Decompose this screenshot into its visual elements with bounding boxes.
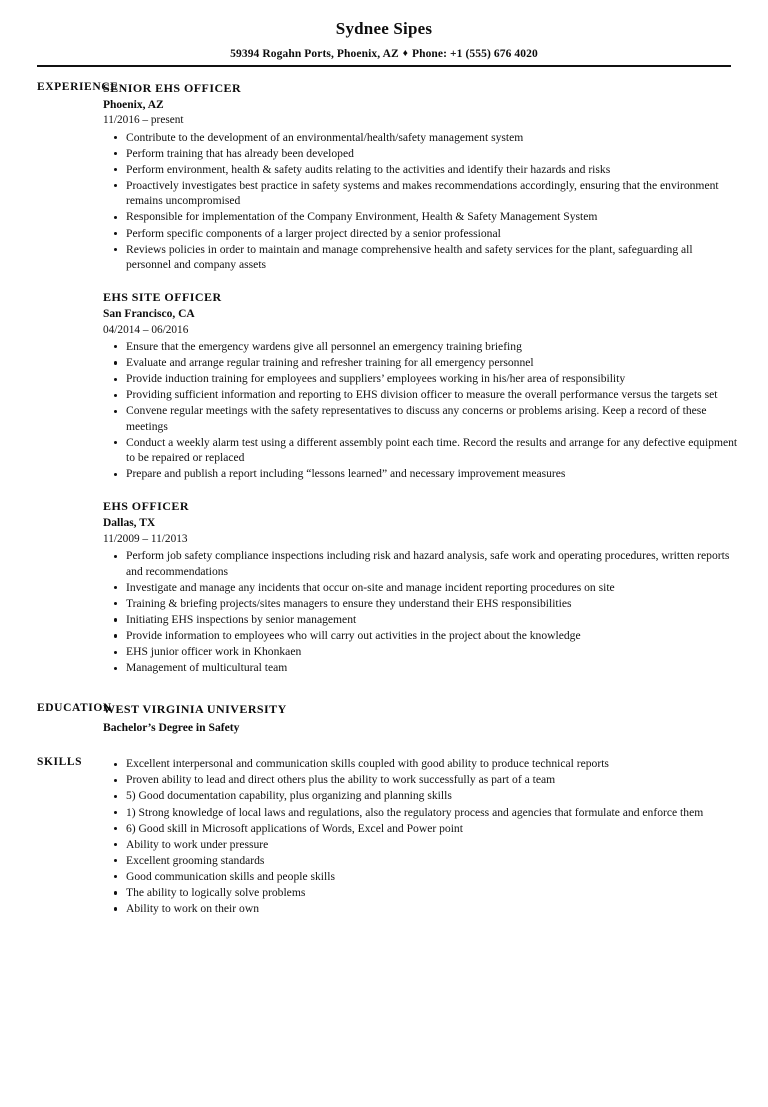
job-bullet: Prepare and publish a report including “lessons learned” and necessary improvement measures <box>112 466 738 482</box>
education-entry <box>103 702 738 735</box>
experience-entry <box>103 499 738 676</box>
skill-bullet: Proven ability to lead and direct others plus the ability to work successfully as part of a team <box>112 772 742 788</box>
education-degree: Bachelor’s Degree in Safety <box>103 721 240 735</box>
resume-header <box>0 0 768 60</box>
job-bullet-list <box>103 548 738 676</box>
skills-bullet-list <box>103 756 742 916</box>
job-bullet: Perform training that has already been developed <box>112 146 738 162</box>
skill-bullet: The ability to logically solve problems <box>112 885 742 901</box>
job-bullet: Proactively investigates best practice in safety systems and makes recommendations accordingly, ensuring that the environment remains uncompromised <box>112 178 738 209</box>
job-bullet: Contribute to the development of an environmental/health/safety management system <box>112 130 738 146</box>
job-bullet: Providing sufficient information and reporting to EHS division officer to measure the overall performance versus the targets set <box>112 387 738 403</box>
skill-bullet: Ability to work under pressure <box>112 837 742 853</box>
section-label-education: EDUCATION <box>37 702 112 715</box>
section-label-skills: SKILLS <box>37 756 83 769</box>
job-bullet: Reviews policies in order to maintain and manage comprehensive health and safety services for the plant, safeguarding all personnel and company assets <box>112 242 738 273</box>
diamond-separator-icon: ♦ <box>402 47 408 59</box>
education-section <box>0 702 768 735</box>
job-bullet: Convene regular meetings with the safety representatives to discuss any concerns or problems arising. Keep a record of these meetings <box>112 403 738 434</box>
job-bullet: Responsible for implementation of the Company Environment, Health & Safety Management System <box>112 209 738 225</box>
candidate-name: Sydnee Sipes <box>335 19 433 38</box>
job-title: EHS SITE OFFICER <box>103 289 222 304</box>
job-bullet: Management of multicultural team <box>112 660 738 676</box>
job-bullet: Conduct a weekly alarm test using a different assembly point each time. Record the results and arrange for any defective equipment to be repaired or replaced <box>112 435 738 466</box>
job-title: EHS OFFICER <box>103 499 189 514</box>
job-bullet-list <box>103 130 738 273</box>
job-bullet: Perform specific components of a larger project directed by a senior professional <box>112 226 738 242</box>
experience-entry <box>103 290 738 482</box>
education-school: WEST VIRGINIA UNIVERSITY <box>103 702 287 717</box>
job-bullet: Provide information to employees who will carry out activities in the project about the knowledge <box>112 628 738 644</box>
job-bullet: Ensure that the emergency wardens give all personnel an emergency training briefing <box>112 339 738 355</box>
skill-bullet: 5) Good documentation capability, plus organizing and planning skills <box>112 788 742 804</box>
candidate-address: 59394 Rogahn Ports, Phoenix, AZ <box>230 47 399 60</box>
skill-bullet: 1) Strong knowledge of local laws and regulations, also the regulatory process and agencies that formulate and enforce them <box>112 805 742 821</box>
job-bullet: Provide induction training for employees and suppliers’ employees working in his/her area of responsibility <box>112 371 738 387</box>
section-label-experience: EXPERIENCE <box>37 80 119 93</box>
education-entries <box>103 702 768 735</box>
job-dates: 04/2014 – 06/2016 <box>103 323 189 336</box>
job-bullet: Initiating EHS inspections by senior management <box>112 612 738 628</box>
job-bullet: Perform environment, health & safety audits relating to the activities and identify their hazards and risks <box>112 162 738 178</box>
job-location: San Francisco, CA <box>103 307 195 320</box>
skill-bullet: Excellent grooming standards <box>112 853 742 869</box>
job-dates: 11/2016 – present <box>103 114 184 127</box>
job-bullet: Evaluate and arrange regular training and refresher training for all emergency personnel <box>112 355 738 371</box>
job-bullet: EHS junior officer work in Khonkaen <box>112 644 738 660</box>
skill-bullet: Good communication skills and people skills <box>112 869 742 885</box>
experience-entry <box>103 81 738 273</box>
candidate-phone: Phone: +1 (555) 676 4020 <box>411 47 538 60</box>
skills-section <box>0 756 768 917</box>
header-divider <box>37 65 731 67</box>
skill-bullet: Excellent interpersonal and communication skills coupled with good ability to produce technical reports <box>112 756 742 772</box>
job-bullet: Perform job safety compliance inspections including risk and hazard analysis, safe work and operating procedures, written reports and recommendations <box>112 548 738 579</box>
experience-entries <box>103 81 768 677</box>
skills-entries <box>103 756 768 917</box>
job-bullet-list <box>103 339 738 482</box>
job-location: Dallas, TX <box>103 517 156 530</box>
job-location: Phoenix, AZ <box>103 98 164 111</box>
candidate-contact-line <box>0 48 768 60</box>
job-title: SENIOR EHS OFFICER <box>103 80 242 95</box>
skill-bullet: Ability to work on their own <box>112 901 742 917</box>
job-dates: 11/2009 – 11/2013 <box>103 532 188 545</box>
skill-bullet: 6) Good skill in Microsoft applications of Words, Excel and Power point <box>112 821 742 837</box>
job-bullet: Investigate and manage any incidents that occur on-site and manage incident reporting procedures on site <box>112 580 738 596</box>
job-bullet: Training & briefing projects/sites managers to ensure they understand their EHS responsibilities <box>112 596 738 612</box>
experience-section <box>0 81 768 677</box>
